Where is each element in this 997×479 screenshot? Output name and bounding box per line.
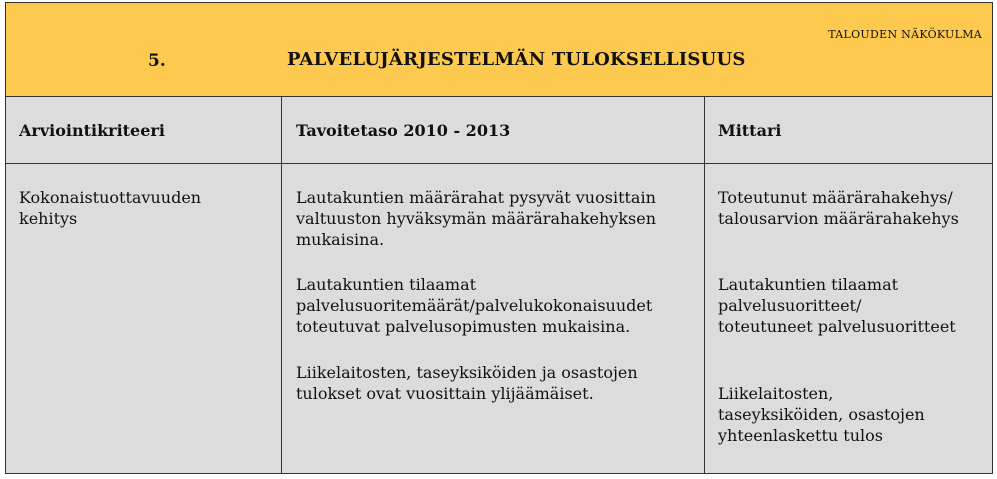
text-line: taseyksiköiden, osastojen (718, 405, 925, 424)
column-header-row (6, 97, 992, 164)
section-header (6, 3, 992, 97)
text-line: yhteenlaskettu tulos (718, 426, 883, 445)
text-line: toteutuvat palvelusopimusten mukaisina. (296, 317, 631, 336)
text-line: Lautakuntien tilaamat (296, 275, 477, 294)
meter-paragraph (718, 383, 925, 446)
text-line: Lautakuntien tilaamat (718, 275, 899, 294)
criteria-line: Kokonaistuottavuuden (19, 188, 202, 207)
document-table (5, 2, 993, 474)
target-paragraph (296, 187, 656, 250)
text-line: toteutuneet palvelusuoritteet (718, 317, 956, 336)
section-number: 5. (148, 51, 166, 71)
meter-paragraph (718, 274, 956, 337)
perspective-label: TALOUDEN NÄKÖKULMA (828, 28, 982, 41)
text-line: Lautakuntien määrärahat pysyvät vuosittain (296, 188, 656, 207)
text-line: palvelusuoritemäärät/palvelukokonaisuudet (296, 296, 653, 315)
target-paragraph (296, 362, 638, 404)
criteria-line: kehitys (19, 209, 78, 228)
table-row (6, 164, 992, 473)
text-line: Liikelaitosten, taseyksiköiden ja osastojen (296, 363, 638, 382)
column-header-target: Tavoitetaso 2010 - 2013 (296, 121, 511, 140)
column-header-criteria: Arviointikriteeri (19, 121, 165, 140)
text-line: mukaisina. (296, 230, 385, 249)
text-line: tulokset ovat vuosittain ylijäämäiset. (296, 384, 594, 403)
text-line: Toteutunut määrärahakehys/ (718, 188, 953, 207)
target-paragraph (296, 274, 652, 337)
section-title: PALVELUJÄRJESTELMÄN TULOKSELLISUUS (287, 49, 746, 70)
column-header-meter: Mittari (718, 121, 782, 140)
text-line: valtuuston hyväksymän määrärahakehyksen (296, 209, 657, 228)
text-line: palvelusuoritteet/ (718, 296, 862, 315)
criteria-cell (19, 187, 201, 229)
text-line: talousarvion määrärahakehys (718, 209, 959, 228)
meter-paragraph (718, 187, 959, 229)
text-line: Liikelaitosten, (718, 384, 834, 403)
